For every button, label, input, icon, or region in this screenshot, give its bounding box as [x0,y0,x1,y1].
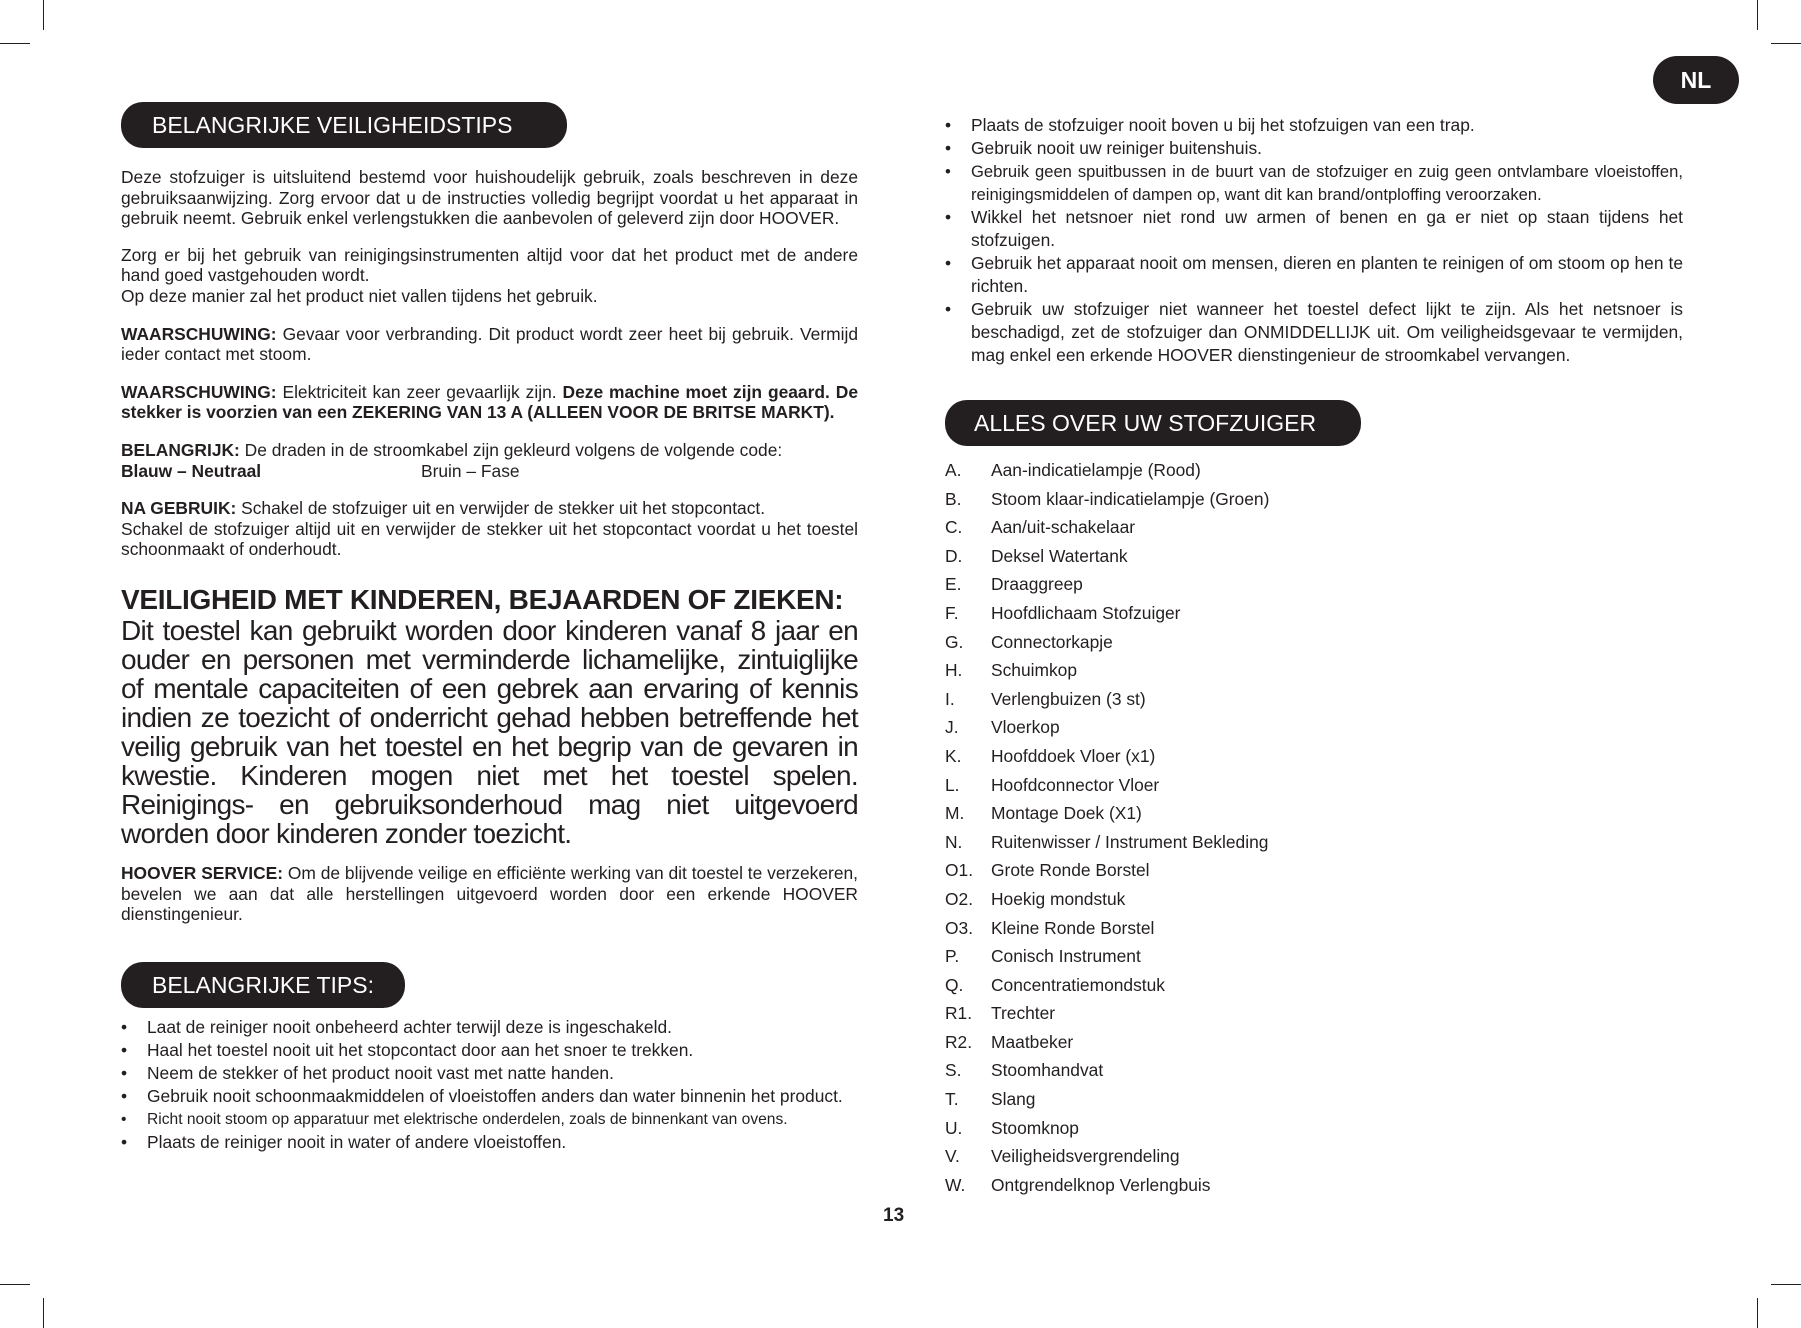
safety-heading: BELANGRIJKE VEILIGHEIDSTIPS [121,102,567,148]
list-item [945,1028,1683,1057]
part-letter: E. [945,574,962,595]
children-safety-title: VEILIGHEID MET KINDEREN, BEJAARDEN OF ZIEKEN: [121,583,844,615]
part-name: Maatbeker [991,1031,1074,1052]
important-wires [121,440,858,461]
intro-text: Op deze manier zal het product niet vallen tijdens het gebruik. [121,285,598,306]
part-letter: G. [945,631,964,652]
warning-electric [121,382,858,423]
part-name: Hoofdconnector Vloer [991,774,1160,795]
after-use [121,498,858,560]
part-name: Concentratiemondstuk [991,974,1165,995]
part-name: Slang [991,1089,1036,1110]
wire-blue: Blauw – Neutraal [121,460,262,481]
part-name: Hoofddoek Vloer (x1) [991,745,1156,766]
list-item [945,914,1683,943]
part-letter: C. [945,517,963,538]
warning-text: Elektriciteit kan zeer gevaarlijk zijn. [276,381,563,402]
list-item [945,456,1683,485]
part-name: Aan-indicatielampje (Rood) [991,460,1201,480]
part-letter: L. [945,774,960,795]
part-letter: I. [945,688,955,709]
crop-mark [1771,1284,1801,1285]
warning-bold-text: Deze machine moet zijn geaard. De stekker is voorzien van een ZEKERING VAN 13 A (ALLEEN VOOR DE BRITSE MARKT). [121,381,858,423]
list-item [945,570,1683,599]
left-column [121,102,858,1154]
list-item: • Haal het toestel nooit uit het stopcontact door aan het snoer te trekken. [121,1039,694,1060]
list-item [945,1085,1683,1114]
part-letter: U. [945,1117,963,1138]
list-item [945,628,1683,657]
part-letter: N. [945,831,963,852]
list-item [945,799,1683,828]
part-name: Trechter [991,1003,1056,1024]
part-name: Ontgrendelknop Verlengbuis [991,1174,1211,1195]
part-letter: H. [945,660,963,681]
list-item [945,885,1683,914]
crop-mark [1771,43,1801,44]
part-letter: O2. [945,888,974,909]
list-item: • Gebruik nooit uw reiniger buitenshuis. [945,138,1262,158]
list-item [945,942,1683,971]
wire-brown: Bruin – Fase [421,460,520,481]
part-letter: W. [945,1174,966,1195]
part-letter: M. [945,803,965,824]
part-letter: Q. [945,974,964,995]
part-letter: V. [945,1146,960,1167]
part-name: Connectorkapje [991,631,1113,652]
part-name: Verlengbuizen (3 st) [991,688,1146,709]
children-safety-text: Dit toestel kan gebruikt worden door kinderen vanaf 8 jaar en ouder en personen met verminderde lichamelijke, zintuiglijke of mentale capaciteiten of een gebrek aan ervaring of kennis indien ze toezicht of onderricht gehad hebben betreffende het veilig gebruik van het toestel en het begrip van de gevaren in kwestie. Kinderen mogen niet met het toestel spelen. Reinigings- en gebruiksonderhoud mag niet uitgevoerd worden door kinderen zonder toezicht. [121,614,858,849]
list-item [945,1056,1683,1085]
list-item [945,1142,1683,1171]
important-label: BELANGRIJK: [121,439,240,460]
list-item: • Laat de reiniger nooit onbeheerd achter terwijl deze is ingeschakeld. [121,1016,672,1037]
list-item [945,771,1683,800]
part-name: Stoomhandvat [991,1060,1104,1081]
list-item [945,742,1683,771]
crop-mark [1757,0,1758,30]
part-letter: O1. [945,860,974,881]
crop-mark [0,43,30,44]
part-name: Hoekig mondstuk [991,888,1126,909]
list-item [945,485,1683,514]
intro-paragraph [121,245,858,307]
list-item: • Wikkel het netsnoer niet rond uw armen of benen en ga er niet op staan tijdens het stofzuigen. [945,207,1683,250]
part-name: Hoofdlichaam Stofzuiger [991,602,1181,623]
list-item [945,713,1683,742]
list-item: • Gebruik nooit schoonmaakmiddelen of vloeistoffen anders dan water binnenin het product. [121,1085,843,1106]
part-name: Schuimkop [991,660,1078,681]
part-letter: P. [945,946,960,967]
part-letter: K. [945,745,962,766]
important-text: De draden in de stroomkabel zijn gekleurd volgens de volgende code: [239,439,783,460]
list-item: • Plaats de stofzuiger nooit boven u bij het stofzuigen van een trap. [945,115,1475,135]
list-item [945,828,1683,857]
part-letter: O3. [945,917,974,938]
service-text: Om de blijvende veilige en efficiënte werking van dit toestel te verzekeren, bevelen we aan dat alle herstellingen uitgevoerd worden door een erkende HOOVER dienstingenieur. [121,862,858,925]
part-letter: R1. [945,1003,973,1024]
part-name: Veiligheidsvergrendeling [991,1146,1180,1167]
part-name: Ruitenwisser / Instrument Bekleding [991,831,1269,852]
intro-text: Zorg er bij het gebruik van reinigingsinstrumenten altijd voor dat het product met de andere hand goed vastgehouden wordt. [121,244,858,286]
tips-list [121,1016,858,1154]
intro-paragraph: Deze stofzuiger is uitsluitend bestemd voor huishoudelijk gebruik, zoals beschreven in deze gebruiksaanwijzing. Zorg ervoor dat u de instructies volledig begrijpt voordat u het apparaat in gebruik neemt. Gebruik enkel verlengstukken die aanbevolen of geleverd zijn door HOOVER. [121,167,858,229]
warning-burn [121,324,858,365]
list-item: • Plaats de reiniger nooit in water of andere vloeistoffen. [121,1131,567,1152]
part-name: Aan/uit-schakelaar [991,517,1136,538]
after-use-text: Schakel de stofzuiger uit en verwijder de stekker uit het stopcontact. [236,498,766,519]
tips-heading: BELANGRIJKE TIPS: [121,962,405,1008]
language-tag: NL [1653,56,1739,104]
parts-heading: ALLES OVER UW STOFZUIGER [945,400,1361,446]
list-item [945,971,1683,1000]
part-letter: S. [945,1060,962,1081]
service-label: HOOVER SERVICE: [121,862,284,883]
list-item [945,656,1683,685]
crop-mark [1757,1298,1758,1328]
list-item [945,856,1683,885]
list-item [945,599,1683,628]
part-letter: T. [945,1089,959,1110]
part-name: Stoom klaar-indicatielampje (Groen) [991,488,1270,509]
list-item [945,999,1683,1028]
part-name: Montage Doek (X1) [991,803,1142,824]
part-letter: R2. [945,1031,973,1052]
warning-text: Gevaar voor verbranding. Dit product wordt zeer heet bij gebruik. Vermijd ieder contact met stoom. [121,323,858,365]
part-letter: D. [945,545,963,566]
list-item [945,685,1683,714]
list-item: • Gebruik het apparaat nooit om mensen, dieren en planten te reinigen of om stoom op hen te richten. [945,253,1683,296]
list-item: • Neem de stekker of het product nooit vast met natte handen. [121,1062,614,1083]
part-name: Vloerkop [991,717,1060,738]
list-item: • Gebruik geen spuitbussen in de buurt van de stofzuiger en zuig geen ontvlambare vloeistoffen, reinigingsmiddelen of dampen op, want dit kan brand/ontploffing veroorzaken. [945,162,1683,204]
part-name: Deksel Watertank [991,545,1128,566]
list-item: • Richt nooit stoom op apparatuur met elektrische onderdelen, zoals de binnenkant van ovens. [121,1110,788,1128]
list-item: • Gebruik uw stofzuiger niet wanneer het toestel defect lijkt te zijn. Als het netsnoer is beschadigd, zet de stofzuiger dan ONMIDDELLIJK uit. Om veiligheidsgevaar te vermijden, mag enkel een erkende HOOVER dienstingenieur de stroomkabel vervangen. [945,299,1683,365]
part-letter: A. [945,460,962,480]
list-item [945,1114,1683,1143]
parts-list [945,456,1683,1199]
list-item [945,513,1683,542]
crop-mark [43,1298,44,1328]
part-name: Draaggreep [991,574,1083,595]
page-number: 13 [883,1205,905,1226]
part-name: Grote Ronde Borstel [991,860,1150,881]
after-use-label: NA GEBRUIK: [121,498,237,519]
part-name: Stoomknop [991,1117,1079,1138]
hoover-service [121,863,858,925]
safety-bullets [945,114,1683,367]
part-letter: F. [945,602,959,623]
part-letter: B. [945,488,962,509]
list-item [945,542,1683,571]
right-column [945,114,1683,1199]
after-use-text: Schakel de stofzuiger altijd uit en verwijder de stekker uit het stopcontact voordat u het toestel schoonmaakt of onderhoudt. [121,518,858,560]
warning-label: WAARSCHUWING: [121,323,277,344]
crop-mark [43,0,44,30]
crop-mark [0,1284,30,1285]
wire-colors [121,461,858,482]
part-name: Conisch Instrument [991,946,1141,967]
warning-label: WAARSCHUWING: [121,381,277,402]
part-letter: J. [945,717,959,738]
list-item [945,1171,1683,1200]
part-name: Kleine Ronde Borstel [991,917,1155,938]
